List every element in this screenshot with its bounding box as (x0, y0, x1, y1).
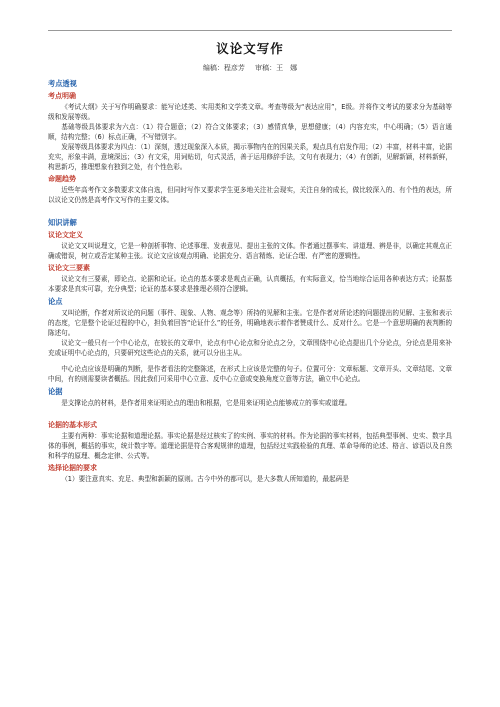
subheading-forms: 论据的基本形式 (48, 421, 97, 429)
paragraph: 基础等级具体要求为六点：（1）符合题意；（2）符合文体要求；（3）感情真挚，思想健康；（4）内容充实，中心明确；（5）语言通顺，结构完整；（6）标点正确，不写错别字。 (48, 123, 452, 141)
top-rule (48, 30, 452, 31)
paragraph: （1）要注意真实、充足、典型和新颖的原则。古今中外的都可以，是大多数人所知道的，最起码是 (61, 475, 349, 483)
section-heading-knowledge: 知识讲解 (48, 218, 77, 227)
byline (48, 63, 452, 73)
paragraph: 近些年高考作文多数要求文体自选，但同时写作又要求学生更多地关注社会现实，关注自身的成长，做比较深入的、有个性的表达，所以议论文仍然是高考作文写作的主要文体。 (48, 186, 452, 204)
paragraph: 是支撑论点的材料，是作者用来证明论点的理由和根据，它是用来证明论点能够成立的事实或道理。 (61, 399, 352, 407)
section-heading-focus: 考点透视 (48, 79, 77, 88)
paragraph: 《考试大纲》关于写作明确要求：能写论述类、实用类和文学类文章。考查等级为“表达应用”，E级。并将作文考试的要求分为基础等级和发展等级。 (48, 103, 452, 121)
paragraph: 又叫论断，作者对所议论的问题（事件、现象、人物、观念等）所持的见解和主张。它是作者对所论述的问题提出的见解、主张和表示的态度，它是整个论证过程的中心，担负着回答“论证什么”的任务，明确地表示着作者赞成什么、反对什么。它是一个意思明确的表判断的陈述句。 (48, 309, 452, 337)
subheading-trend: 命题趋势 (48, 175, 76, 183)
section-heading-evidence: 论据 (48, 387, 63, 396)
paragraph: 议论文一般只有一个中心论点，在较长的文章中，论点有中心论点和分论点之分，文章围绕中心论点提出几个分论点，分论点是用来补充或证明中心论点的，只要研究这些论点的关系，就可以分出主从。 (48, 339, 452, 357)
paragraph: 发展等级具体要求为四点：（1）深刻，透过现象深入本质，揭示事物内在的因果关系，观点具有启发作用；（2）丰富，材料丰富，论据充实，形象丰满，意境深远；（3）有文采，用词贴切，句式灵活，善于运用修辞手法，文句有表现力；（4）有创新，见解新颖，材料新鲜，构思新巧，推理想象有独到之处，有个性色彩。 (48, 143, 453, 171)
document-page (48, 30, 452, 484)
editor-label: 编稿：程彦芳 (202, 64, 245, 72)
section-heading-thesis: 论点 (48, 297, 63, 306)
subheading-selection: 选择论据的要求 (48, 464, 97, 472)
subheading-definition: 议论文定义 (48, 231, 83, 239)
paragraph: 主要有两种：事实论据和道理论据。事实论据是经过核实了的实例、事实的材料。作为论据的事实材料，包括典型事例、史实、数字具体的事例，概括的事实，统计数字等。道理论据是符合客观规律的道理，包括经过实践检验的真理、革命导师的论述、格言、谚语以及自然和科学的原理、概念定律、公式等。 (48, 432, 452, 460)
page-title: 议论文写作 (216, 41, 284, 56)
subheading-elements: 议论文三要素 (48, 264, 90, 272)
paragraph: 议论文又叫说理文，它是一种剖析事物、论述事理、发表意见、提出主张的文体。作者通过摆事实、讲道理、辨是非，以确定其观点正确或错误，树立或否定某种主张。议论文应该观点明确、论据充分、语言精炼、论证合理、有严密的逻辑性。 (48, 242, 452, 260)
paragraph: 议论文有三要素，即论点、论据和论证。论点的基本要求是观点正确，认真概括，有实际意义，恰当地综合运用各种表达方式；论据基本要求是真实可靠，充分典型；论证的基本要求是推理必须符合逻辑。 (48, 275, 452, 293)
subheading-focus: 考点明确 (48, 92, 76, 100)
reviewer-label: 审稿：王 娜 (255, 64, 298, 72)
paragraph: 中心论点应该是明确的判断，是作者看法的完整陈述，在形式上应该是完整的句子。位置可分：文章标题、文章开头、文章结尾、文章中间，有的则需要读者概括。因此我们可采用中心立意、反中心立意或变换角度立意等方法，确立中心论点。 (48, 365, 452, 383)
